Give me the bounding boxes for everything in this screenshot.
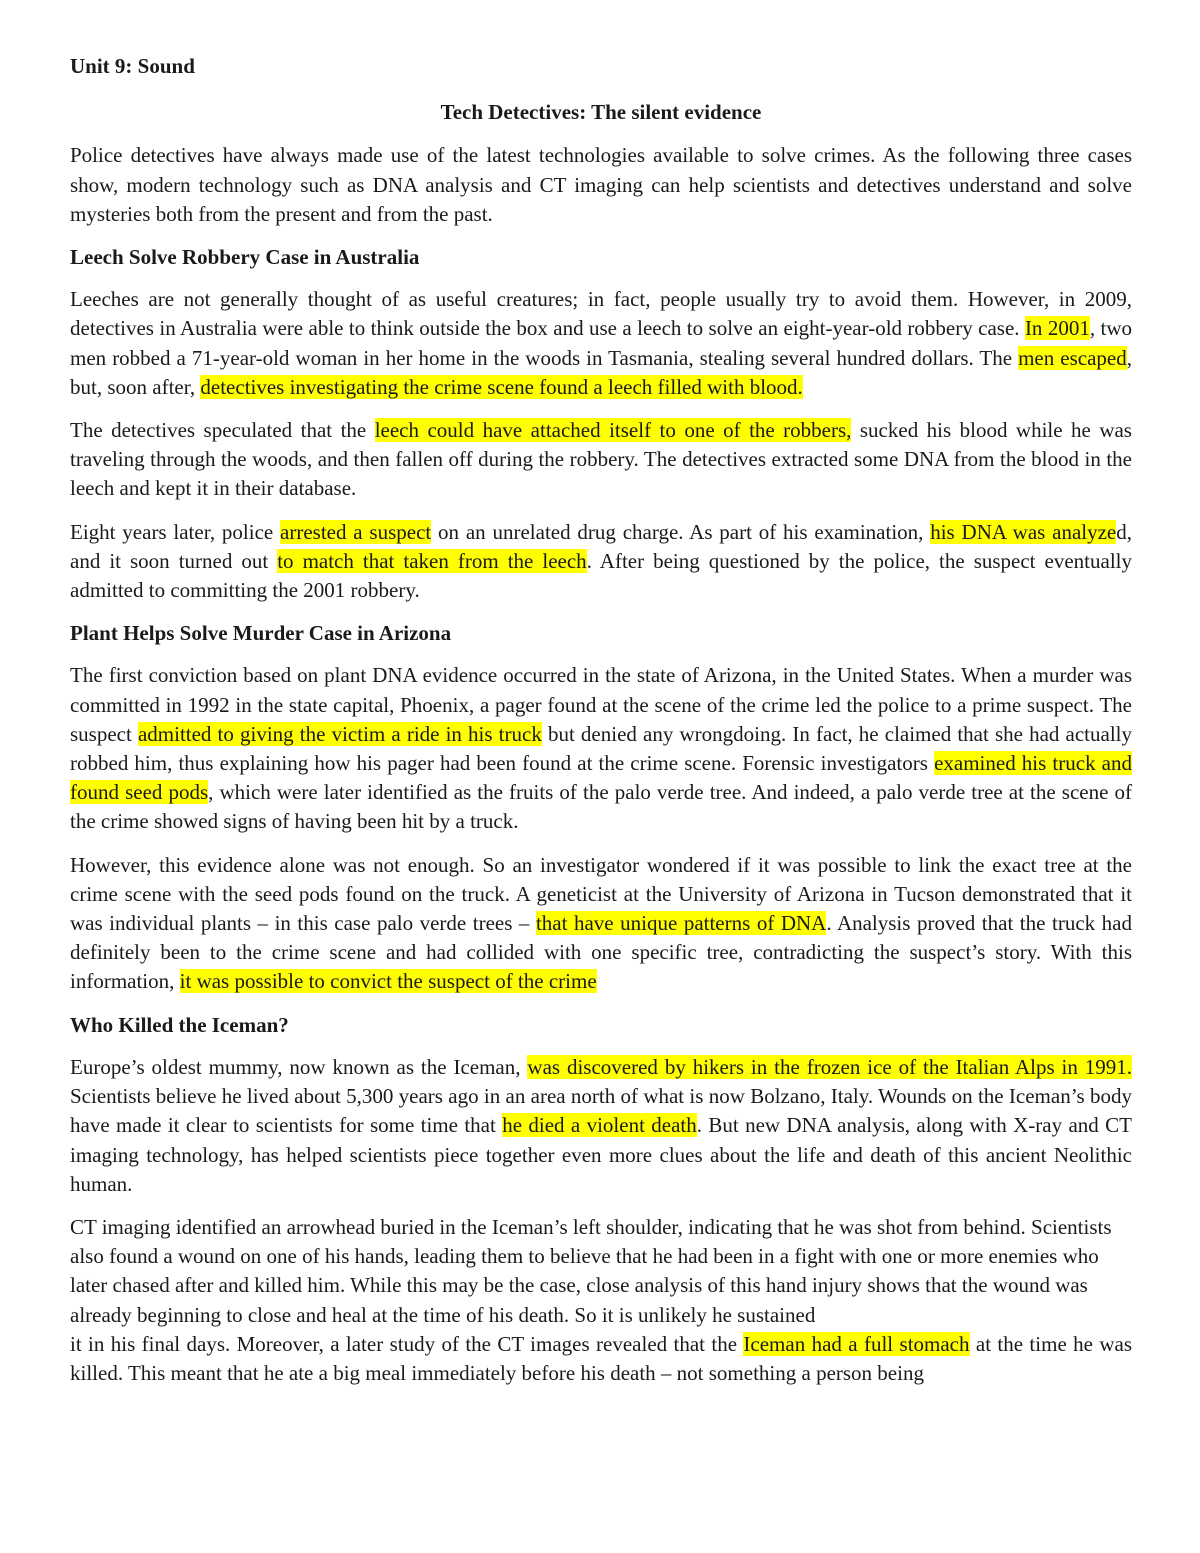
unit-label: Unit 9: Sound (70, 54, 195, 78)
text-run: However, this evidence alone was not enough. So an investigator wondered if it was possible to link the exact tree at the crime scene with the seed pods found on the truck. A geneticist at the University of Arizona in Tucson demonstrated that it was individual plants – in this case palo verde trees – (70, 852, 1132, 936)
text-run: , which were later identified as the fruits of the palo verde tree. And indeed, a palo verde tree at the scene of the crime showed signs of having been hit by a truck. (70, 780, 1132, 834)
text-run: on an unrelated drug charge. As part of his examination, (431, 519, 931, 544)
body-paragraph (70, 518, 1132, 606)
highlighted-text: to match that taken from the leech (277, 548, 587, 573)
text-run: Leeches are not generally thought of as useful creatures; in fact, people usually try to avoid them. However, in 2009, detectives in Australia were able to think outside the box and use a leech to solve an eight-year-old robbery case. (70, 287, 1132, 341)
highlighted-text: admitted to giving the victim a ride in his truck (137, 721, 542, 746)
highlighted-text: In 2001 (1024, 316, 1090, 341)
text-run: Scientists believe he lived about 5,300 years ago in an area north of what is now Bolzano, Italy. Wounds on the Iceman’s body have made it clear to scientists for some time that (70, 1084, 1132, 1138)
highlighted-text: was discovered by hikers in the frozen ice of the Italian Alps in 1991. (527, 1054, 1132, 1079)
text-run: it in his final days. Moreover, a later study of the CT images revealed that the (70, 1331, 744, 1356)
page-title: Tech Detectives: The silent evidence (440, 100, 762, 125)
highlighted-text: leech could have attached itself to one of the robbers, (374, 418, 852, 443)
body-paragraph (70, 851, 1132, 997)
closing-paragraph-a: CT imaging identified an arrowhead buried in the Iceman’s left shoulder, indicating that he was shot from behind. Scientists also found a wound on one of his hands, leading them to believe that he had been in a fight with one or more enemies who later chased after and killed him. While this may be the case, close analysis of this hand injury shows that the wound was already beginning to close and heal at the time of his death. So it is unlikely he sustained (70, 1214, 1112, 1327)
body-paragraph (70, 661, 1132, 836)
text-run: Europe’s oldest mummy, now known as the Iceman, (70, 1054, 528, 1079)
text-run: The detectives speculated that the (70, 418, 375, 443)
text-run: sucked his blood while he was traveling through the woods, and then fallen off during the robbery. The detectives extracted some DNA from the blood in the leech and kept it in their database. (70, 418, 1132, 501)
closing-paragraph-b (70, 1330, 1132, 1388)
highlighted-text: Iceman had a full stomach (743, 1331, 970, 1356)
text-run: . Analysis proved that the truck had definitely been to the crime scene and had collided with one specific tree, contradicting the suspect’s story. With this information, (70, 911, 1132, 994)
text-run: , two men robbed a 71-year-old woman in her home in the woods in Tasmania, stealing several hundred dollars. The (70, 316, 1132, 370)
text-run: The first conviction based on plant DNA evidence occurred in the state of Arizona, in the United States. When a murder was committed in 1992 in the state capital, Phoenix, a pager found at the scene of the crime led the police to a prime suspect. The suspect (70, 663, 1132, 746)
text-run: . After being questioned by the police, the suspect eventually admitted to committing the 2001 robbery. (70, 548, 1132, 603)
text-run: Police detectives have always made use of the latest technologies available to solve crimes. As the following three cases show, modern technology such as DNA analysis and CT imaging can help scientists and detectives understand and solve mysteries both from the present and from the past. (70, 143, 1132, 226)
body-paragraph (70, 1053, 1132, 1199)
highlighted-text: arrested a suspect (280, 519, 432, 544)
text-run: d, and it soon turned out (70, 519, 1132, 573)
highlighted-text: examined his truck and found seed pods (70, 751, 1133, 805)
highlighted-text: he died a violent death (502, 1113, 697, 1138)
text-run: Eight years later, police (70, 519, 281, 544)
intro-section (70, 141, 1132, 229)
section-heading: Who Killed the Iceman? (70, 1012, 289, 1037)
highlighted-text: that have unique patterns of DNA (535, 911, 827, 936)
highlighted-text: it was possible to convict the suspect of the crime (179, 969, 597, 994)
section-heading: Leech Solve Robbery Case in Australia (70, 245, 420, 270)
text-run: , but, soon after, (70, 345, 1132, 399)
highlighted-text: men escaped (1018, 345, 1127, 370)
highlighted-text: his DNA was analyze (930, 519, 1117, 544)
body-paragraph (70, 285, 1132, 402)
highlighted-text: detectives investigating the crime scene found a leech filled with blood. (200, 374, 803, 399)
section-heading: Plant Helps Solve Murder Case in Arizona (70, 621, 452, 646)
text-run: but denied any wrongdoing. In fact, he claimed that she had actually robbed him, thus explaining how his pager had been found at the crime scene. Forensic investigators (70, 721, 1132, 776)
intro-paragraph (70, 141, 1132, 229)
document-page (70, 52, 1132, 1388)
text-run: at the time he was killed. This meant that he ate a big meal immediately before his death – not something a person being (70, 1331, 1132, 1385)
sections-container (70, 243, 1132, 1199)
text-run: . But new DNA analysis, along with X-ray and CT imaging technology, has helped scientists piece together even more clues about the life and death of this ancient Neolithic human. (70, 1113, 1132, 1196)
body-paragraph (70, 416, 1132, 504)
